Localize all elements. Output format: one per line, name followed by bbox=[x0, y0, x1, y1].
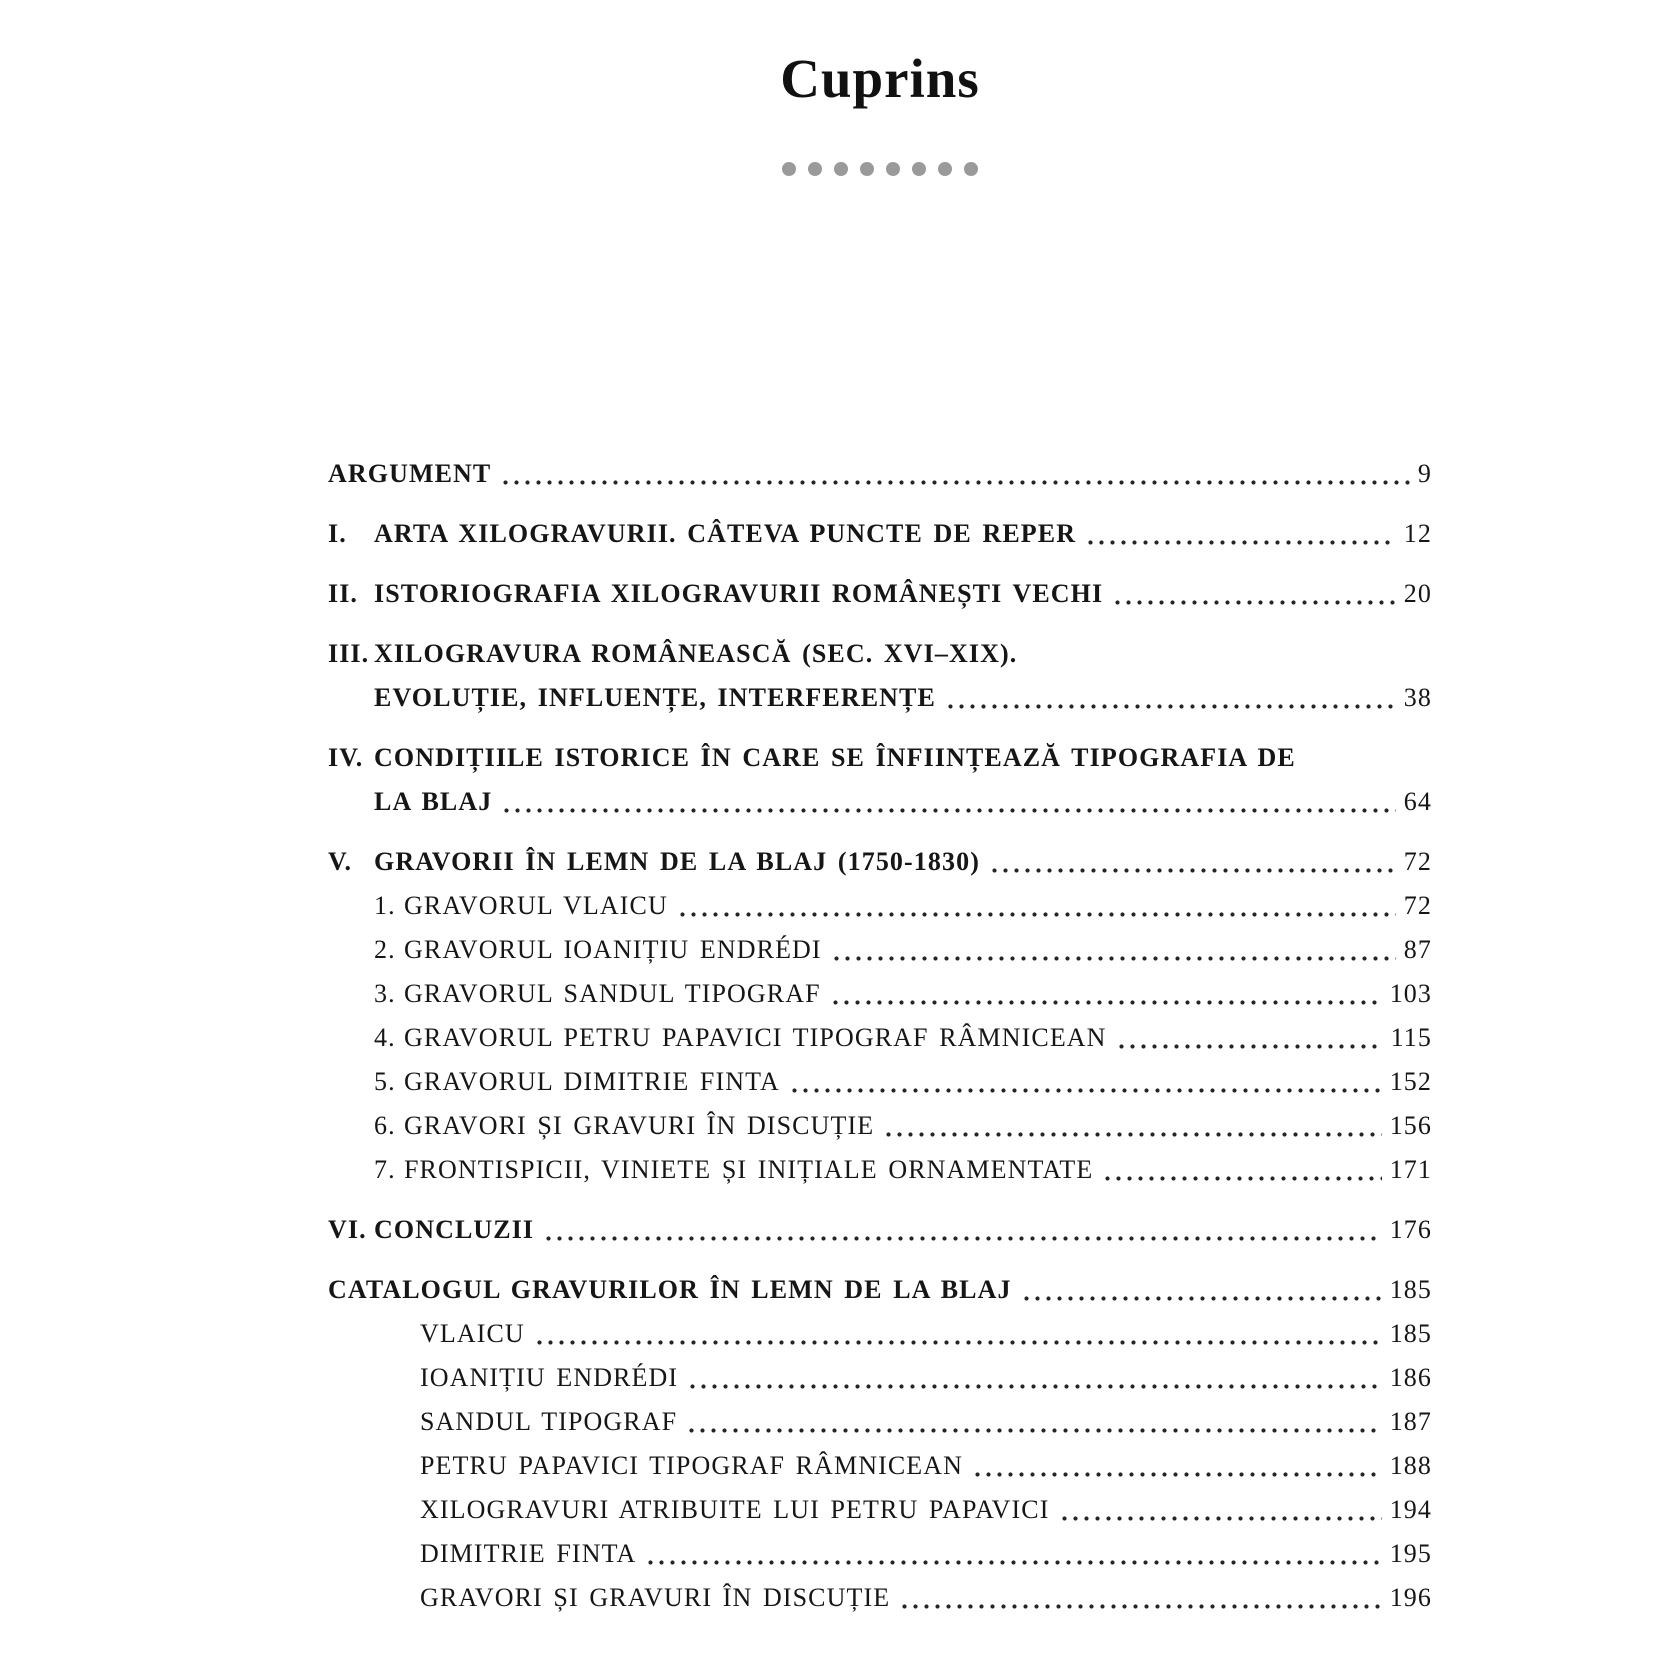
toc-entry-label: GRAVORI ȘI GRAVURI ÎN DISCUȚIE bbox=[404, 1111, 875, 1140]
toc-entry-label: ISTORIOGRAFIA XILOGRAVURII ROMÂNEȘTI VECHI bbox=[374, 579, 1104, 608]
toc-entry-label: XILOGRAVURI ATRIBUITE LUI PETRU PAPAVICI bbox=[420, 1495, 1050, 1524]
dot-leader bbox=[834, 956, 1396, 961]
toc-page-number: 185 bbox=[1389, 1275, 1432, 1304]
page-title: Cuprins bbox=[780, 48, 980, 109]
toc-entry-label: VLAICU bbox=[420, 1319, 525, 1348]
dot-leader bbox=[1105, 1176, 1381, 1181]
dot-icon bbox=[860, 162, 874, 176]
toc-page-number: 38 bbox=[1403, 683, 1432, 712]
toc-page-number: 194 bbox=[1389, 1495, 1432, 1524]
dot-icon bbox=[808, 162, 822, 176]
dot-leader bbox=[690, 1384, 1382, 1389]
dot-icon bbox=[886, 162, 900, 176]
dot-icon bbox=[834, 162, 848, 176]
toc-entry-number: I. bbox=[328, 519, 347, 548]
toc-entry-label: ARTA XILOGRAVURII. CÂTEVA PUNCTE DE REPER bbox=[374, 519, 1077, 548]
toc-page-number: 103 bbox=[1389, 979, 1432, 1008]
toc-entry-label: CATALOGUL GRAVURILOR ÎN LEMN DE LA BLAJ bbox=[328, 1275, 1012, 1304]
toc-entry-number: V. bbox=[328, 847, 353, 876]
toc-entry bbox=[328, 736, 1432, 780]
dot-leader bbox=[1119, 1044, 1383, 1049]
ornament-dots bbox=[328, 162, 1432, 176]
toc-page-number: 176 bbox=[1389, 1215, 1432, 1244]
toc-subentry bbox=[328, 928, 1432, 972]
dot-leader bbox=[1088, 540, 1396, 545]
toc-page-number: 20 bbox=[1403, 579, 1432, 608]
toc-entry-number: 2. bbox=[374, 935, 396, 964]
toc-subentry bbox=[328, 1532, 1432, 1576]
toc-entry-label: GRAVORI ȘI GRAVURI ÎN DISCUȚIE bbox=[420, 1583, 891, 1612]
toc-entry-number: 7. bbox=[374, 1155, 396, 1184]
toc-entry-number: 3. bbox=[374, 979, 396, 1008]
dot-leader bbox=[537, 1340, 1382, 1345]
toc-entry-label: LA BLAJ bbox=[374, 787, 493, 816]
dot-leader bbox=[1115, 600, 1396, 605]
toc-subentry bbox=[328, 1400, 1432, 1444]
toc-entry bbox=[328, 572, 1432, 616]
toc-entry bbox=[328, 632, 1432, 676]
toc-entry-label: GRAVORUL PETRU PAPAVICI TIPOGRAF RÂMNICEAN bbox=[404, 1023, 1107, 1052]
dot-leader bbox=[902, 1604, 1382, 1609]
toc-entry bbox=[328, 512, 1432, 556]
toc-entry-number: 4. bbox=[374, 1023, 396, 1052]
toc-subentry bbox=[328, 884, 1432, 928]
toc-subentry bbox=[328, 972, 1432, 1016]
toc-page-number: 9 bbox=[1417, 459, 1432, 488]
toc-entry bbox=[328, 1208, 1432, 1252]
toc-page-number: 187 bbox=[1389, 1407, 1432, 1436]
dot-leader bbox=[1062, 1516, 1382, 1521]
toc-entry-label: SANDUL TIPOGRAF bbox=[420, 1407, 678, 1436]
toc-entry-number: 1. bbox=[374, 891, 396, 920]
toc-page-number: 171 bbox=[1389, 1155, 1432, 1184]
toc-page-number: 115 bbox=[1390, 1023, 1432, 1052]
toc-entry bbox=[328, 1268, 1432, 1312]
toc-entry-number: 5. bbox=[374, 1067, 396, 1096]
toc-subentry bbox=[328, 1488, 1432, 1532]
toc-entry-number: 6. bbox=[374, 1111, 396, 1140]
dot-icon bbox=[782, 162, 796, 176]
dot-leader bbox=[504, 808, 1395, 813]
toc-entry-label: ARGUMENT bbox=[328, 459, 492, 488]
toc-page-number: 152 bbox=[1389, 1067, 1432, 1096]
toc-page-number: 196 bbox=[1389, 1583, 1432, 1612]
toc-page-number: 72 bbox=[1403, 891, 1432, 920]
table-of-contents bbox=[328, 452, 1432, 1620]
dot-leader bbox=[503, 480, 1410, 485]
toc-entry bbox=[328, 452, 1432, 496]
toc-entry-label: IOANIȚIU ENDRÉDI bbox=[420, 1363, 679, 1392]
dot-leader bbox=[948, 704, 1396, 709]
toc-entry-label: XILOGRAVURA ROMÂNEASCĂ (SEC. XVI–XIX). bbox=[374, 639, 1018, 668]
toc-entry-number: III. bbox=[328, 639, 370, 668]
toc-subentry bbox=[328, 1444, 1432, 1488]
toc-subentry bbox=[328, 1016, 1432, 1060]
dot-leader bbox=[680, 912, 1396, 917]
toc-subentry bbox=[328, 1060, 1432, 1104]
toc-entry-number: IV. bbox=[328, 743, 364, 772]
dot-leader bbox=[1024, 1296, 1382, 1301]
toc-subentry bbox=[328, 1576, 1432, 1620]
dot-icon bbox=[964, 162, 978, 176]
dot-leader bbox=[546, 1236, 1382, 1241]
toc-page-number: 12 bbox=[1403, 519, 1432, 548]
dot-leader bbox=[975, 1472, 1382, 1477]
toc-subentry bbox=[328, 1356, 1432, 1400]
dot-leader bbox=[886, 1132, 1382, 1137]
toc-page-number: 188 bbox=[1389, 1451, 1432, 1480]
dot-icon bbox=[912, 162, 926, 176]
dot-leader bbox=[689, 1428, 1382, 1433]
toc-entry-label: EVOLUȚIE, INFLUENȚE, INTERFERENȚE bbox=[374, 683, 936, 712]
toc-entry-continuation bbox=[328, 676, 1432, 720]
dot-leader bbox=[648, 1560, 1381, 1565]
toc-entry-label: CONDIȚIILE ISTORICE ÎN CARE SE ÎNFIINȚEAZĂ TIPOGRAFIA DE bbox=[374, 743, 1296, 772]
toc-entry-number: VI. bbox=[328, 1215, 367, 1244]
toc-entry-number: II. bbox=[328, 579, 359, 608]
dot-icon bbox=[938, 162, 952, 176]
toc-page-number: 156 bbox=[1389, 1111, 1432, 1140]
toc-entry-label: DIMITRIE FINTA bbox=[420, 1539, 637, 1568]
toc-page-number: 185 bbox=[1389, 1319, 1432, 1348]
toc-page-number: 186 bbox=[1389, 1363, 1432, 1392]
toc-subentry bbox=[328, 1312, 1432, 1356]
toc-entry-label: GRAVORII ÎN LEMN DE LA BLAJ (1750-1830) bbox=[374, 847, 980, 876]
toc-page-number: 195 bbox=[1389, 1539, 1432, 1568]
toc-entry-label: PETRU PAPAVICI TIPOGRAF RÂMNICEAN bbox=[420, 1451, 964, 1480]
dot-leader bbox=[833, 1000, 1382, 1005]
toc-page-number: 87 bbox=[1403, 935, 1432, 964]
toc-entry-label: CONCLUZII bbox=[374, 1215, 535, 1244]
toc-page-number: 64 bbox=[1403, 787, 1432, 816]
dot-leader bbox=[792, 1088, 1382, 1093]
dot-leader bbox=[992, 868, 1396, 873]
toc-entry-label: GRAVORUL DIMITRIE FINTA bbox=[404, 1067, 780, 1096]
toc-entry-label: FRONTISPICII, VINIETE ȘI INIȚIALE ORNAMENTATE bbox=[404, 1155, 1094, 1184]
book-page bbox=[328, 0, 1432, 1667]
toc-entry-label: GRAVORUL SANDUL TIPOGRAF bbox=[404, 979, 821, 1008]
toc-entry-label: GRAVORUL IOANIȚIU ENDRÉDI bbox=[404, 935, 822, 964]
toc-subentry bbox=[328, 1104, 1432, 1148]
toc-entry bbox=[328, 840, 1432, 884]
toc-entry-continuation bbox=[328, 780, 1432, 824]
toc-subentry bbox=[328, 1148, 1432, 1192]
toc-entry-label: GRAVORUL VLAICU bbox=[404, 891, 668, 920]
toc-page-number: 72 bbox=[1403, 847, 1432, 876]
